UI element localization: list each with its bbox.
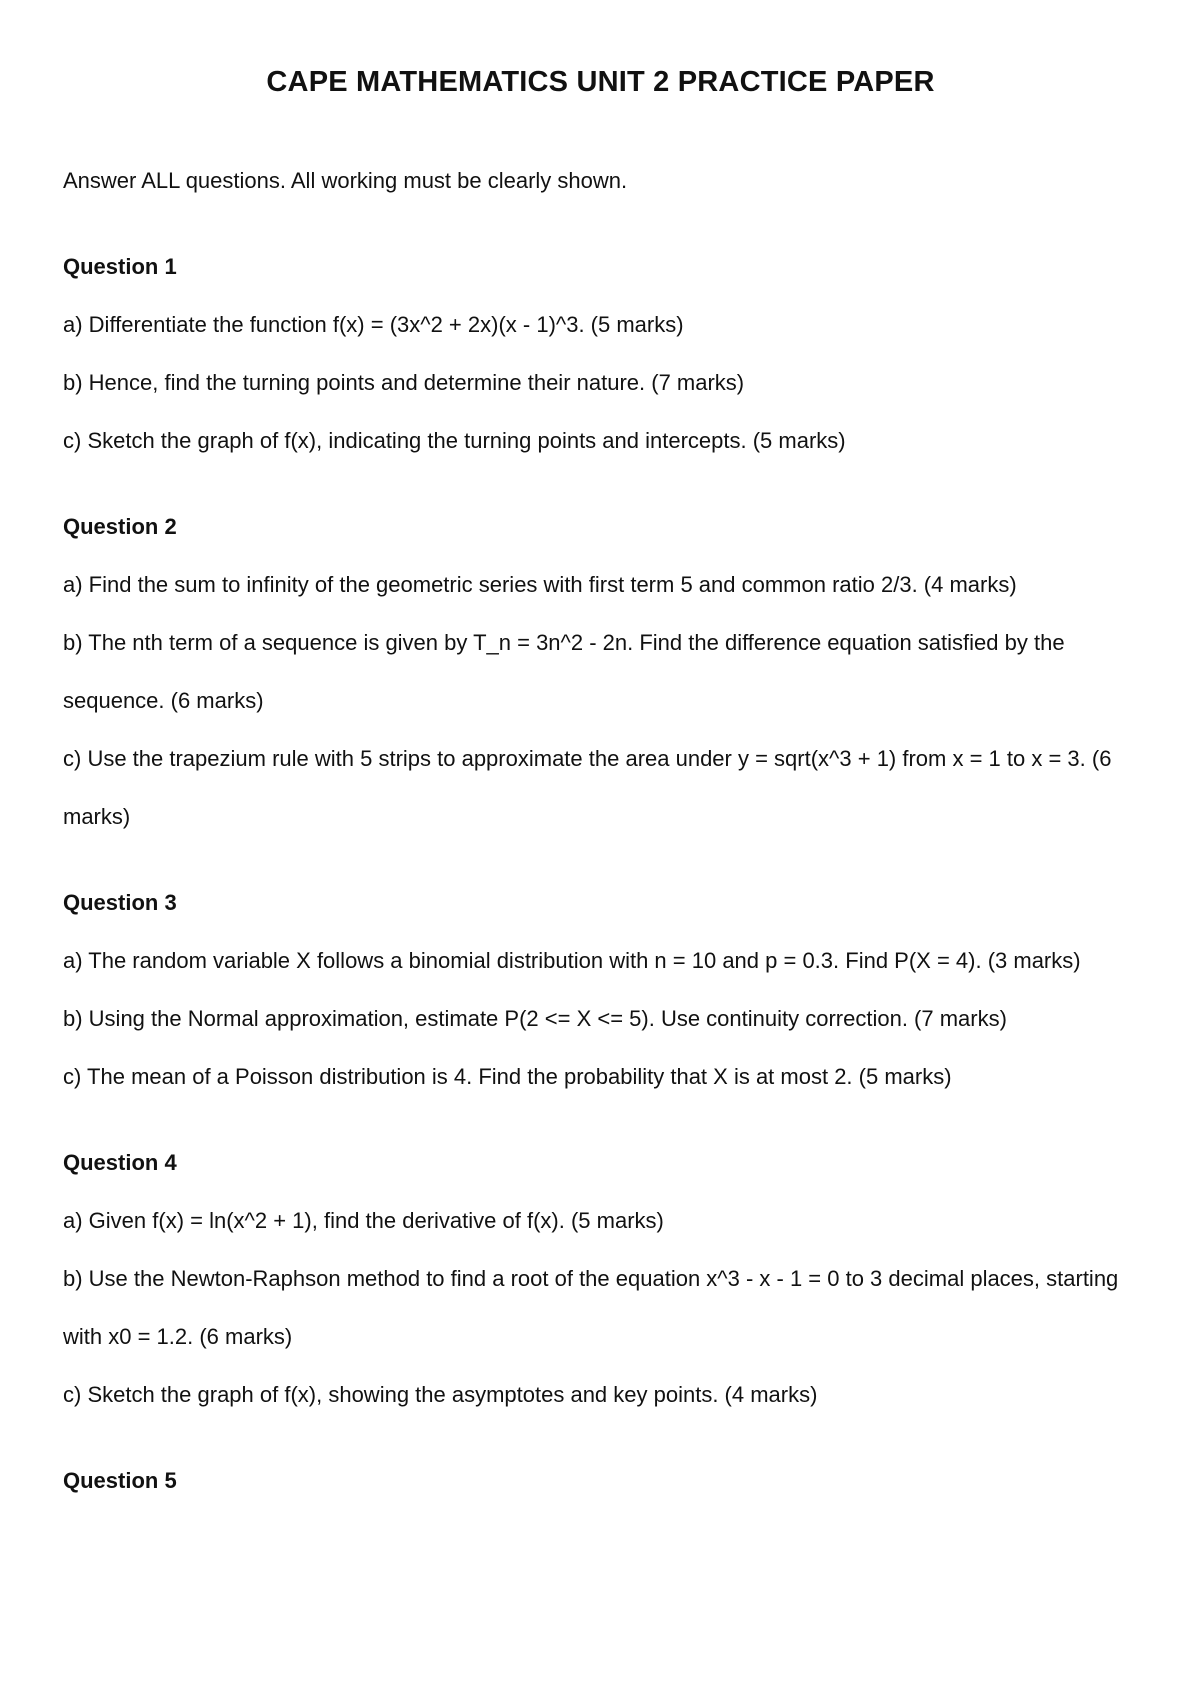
question-heading: Question 2 (63, 514, 177, 539)
question-3 (63, 874, 1138, 1106)
question-heading: Question 4 (63, 1150, 177, 1175)
question-part: c) Use the trapezium rule with 5 strips to approximate the area under y = sqrt(x^3 + 1) from x = 1 to x = 3. (6 marks) (63, 746, 1112, 829)
question-part: a) Differentiate the function f(x) = (3x^2 + 2x)(x - 1)^3. (5 marks) (63, 312, 684, 337)
page-title: CAPE MATHEMATICS UNIT 2 PRACTICE PAPER (266, 66, 935, 98)
question-part: a) Find the sum to infinity of the geometric series with first term 5 and common ratio 2/3. (4 marks) (63, 572, 1017, 597)
question-part: c) The mean of a Poisson distribution is 4. Find the probability that X is at most 2. (5 marks) (63, 1064, 952, 1089)
question-part: c) Sketch the graph of f(x), showing the asymptotes and key points. (4 marks) (63, 1382, 818, 1407)
question-part: b) Hence, find the turning points and determine their nature. (7 marks) (63, 370, 745, 395)
question-part: a) The random variable X follows a binomial distribution with n = 10 and p = 0.3. Find P(X = 4). (3 marks) (63, 948, 1081, 973)
question-part: b) The nth term of a sequence is given by T_n = 3n^2 - 2n. Find the difference equation satisfied by the sequence. (6 marks) (63, 630, 1065, 713)
question-4 (63, 1134, 1138, 1424)
question-heading: Question 3 (63, 890, 177, 915)
question-part: a) Given f(x) = ln(x^2 + 1), find the derivative of f(x). (5 marks) (63, 1208, 664, 1233)
question-part: b) Using the Normal approximation, estimate P(2 <= X <= 5). Use continuity correction. (7 marks) (63, 1006, 1007, 1031)
instructions: Answer ALL questions. All working must be clearly shown. (63, 168, 628, 193)
question-heading: Question 5 (63, 1468, 177, 1493)
question-1 (63, 238, 1138, 470)
question-5 (63, 1452, 1138, 1510)
question-part: c) Sketch the graph of f(x), indicating the turning points and intercepts. (5 marks) (63, 428, 846, 453)
question-part: b) Use the Newton-Raphson method to find a root of the equation x^3 - x - 1 = 0 to 3 decimal places, starting with x0 = 1.2. (6 marks) (63, 1266, 1119, 1349)
question-heading: Question 1 (63, 254, 177, 279)
question-2 (63, 498, 1138, 846)
